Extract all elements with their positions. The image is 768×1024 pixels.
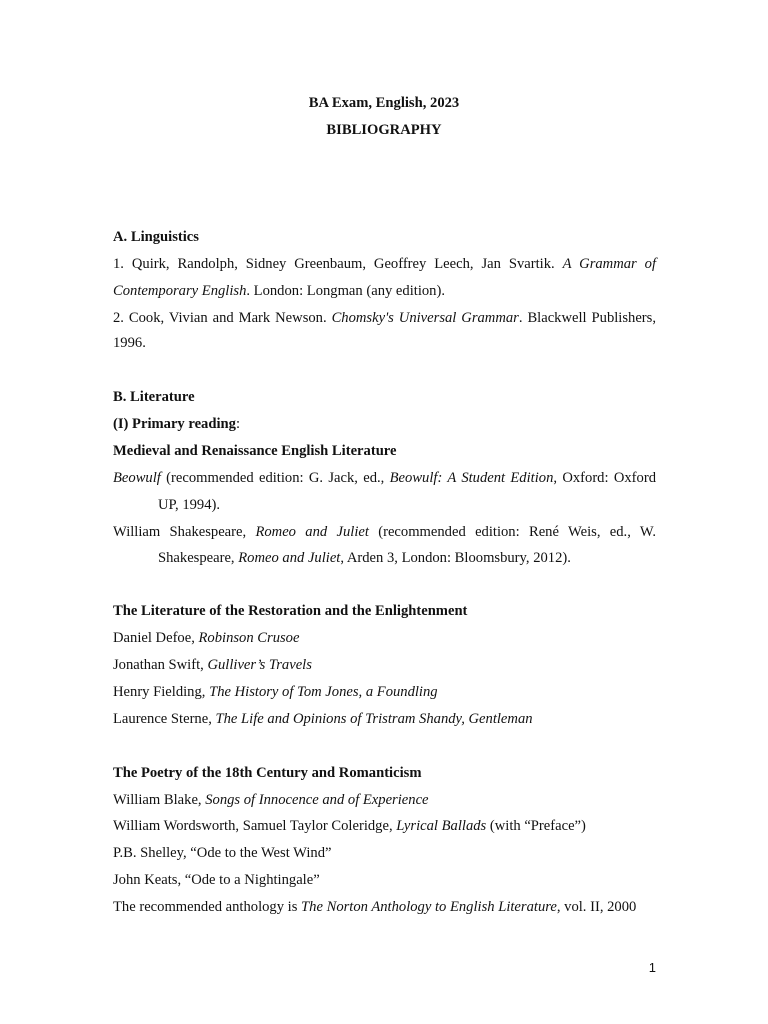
section-heading-literature: B. Literature [113,389,195,405]
bib-entry-beowulf-cont: UP, 1994). [158,497,221,513]
bib-entry-cook-cont: 1996. [113,335,146,351]
recommended-anthology: The recommended anthology is The Norton Anthology to English Literature, vol. II, 2000 [113,899,637,915]
reading-item-blake: William Blake, Songs of Innocence and of Experience [113,792,429,808]
reading-item-fielding: Henry Fielding, The History of Tom Jones, a Foundling [113,684,438,700]
document-title: BIBLIOGRAPHY [326,122,442,138]
reading-item-shelley: P.B. Shelley, “Ode to the West Wind” [113,845,332,861]
reading-item-wordsworth: William Wordsworth, Samuel Taylor Coleridge, Lyrical Ballads (with “Preface”) [113,818,586,834]
bib-entry-quirk-cont: Contemporary English. London: Longman (any edition). [113,283,445,299]
exam-title: BA Exam, English, 2023 [308,95,460,111]
bib-entry-quirk: 1. Quirk, Randolph, Sidney Greenbaum, Geoffrey Leech, Jan Svartik. A Grammar of [113,256,656,272]
reading-item-swift: Jonathan Swift, Gulliver’s Travels [113,657,312,673]
reading-item-sterne: Laurence Sterne, The Life and Opinions of Tristram Shandy, Gentleman [113,711,533,727]
bib-entry-cook: 2. Cook, Vivian and Mark Newson. Chomsky's Universal Grammar. Blackwell Publishers, [113,310,656,326]
reading-item-defoe: Daniel Defoe, Robinson Crusoe [113,630,300,646]
subsection-heading-restoration: The Literature of the Restoration and the Enlightenment [113,603,468,619]
reading-item-keats: John Keats, “Ode to a Nightingale” [113,872,320,888]
bib-entry-romeo-cont: Shakespeare, Romeo and Juliet, Arden 3, London: Bloomsbury, 2012). [158,550,571,566]
subsection-heading-poetry: The Poetry of the 18th Century and Romanticism [113,765,422,781]
subsection-heading-medieval: Medieval and Renaissance English Literature [113,443,397,459]
page-number: 1 [648,960,656,975]
section-heading-linguistics: A. Linguistics [113,229,199,245]
primary-reading-label: (I) Primary reading: [113,416,241,432]
bib-entry-romeo: William Shakespeare, Romeo and Juliet (recommended edition: René Weis, ed., W. [113,524,656,540]
bib-entry-beowulf: Beowulf (recommended edition: G. Jack, ed., Beowulf: A Student Edition, Oxford: Oxford [113,470,656,486]
